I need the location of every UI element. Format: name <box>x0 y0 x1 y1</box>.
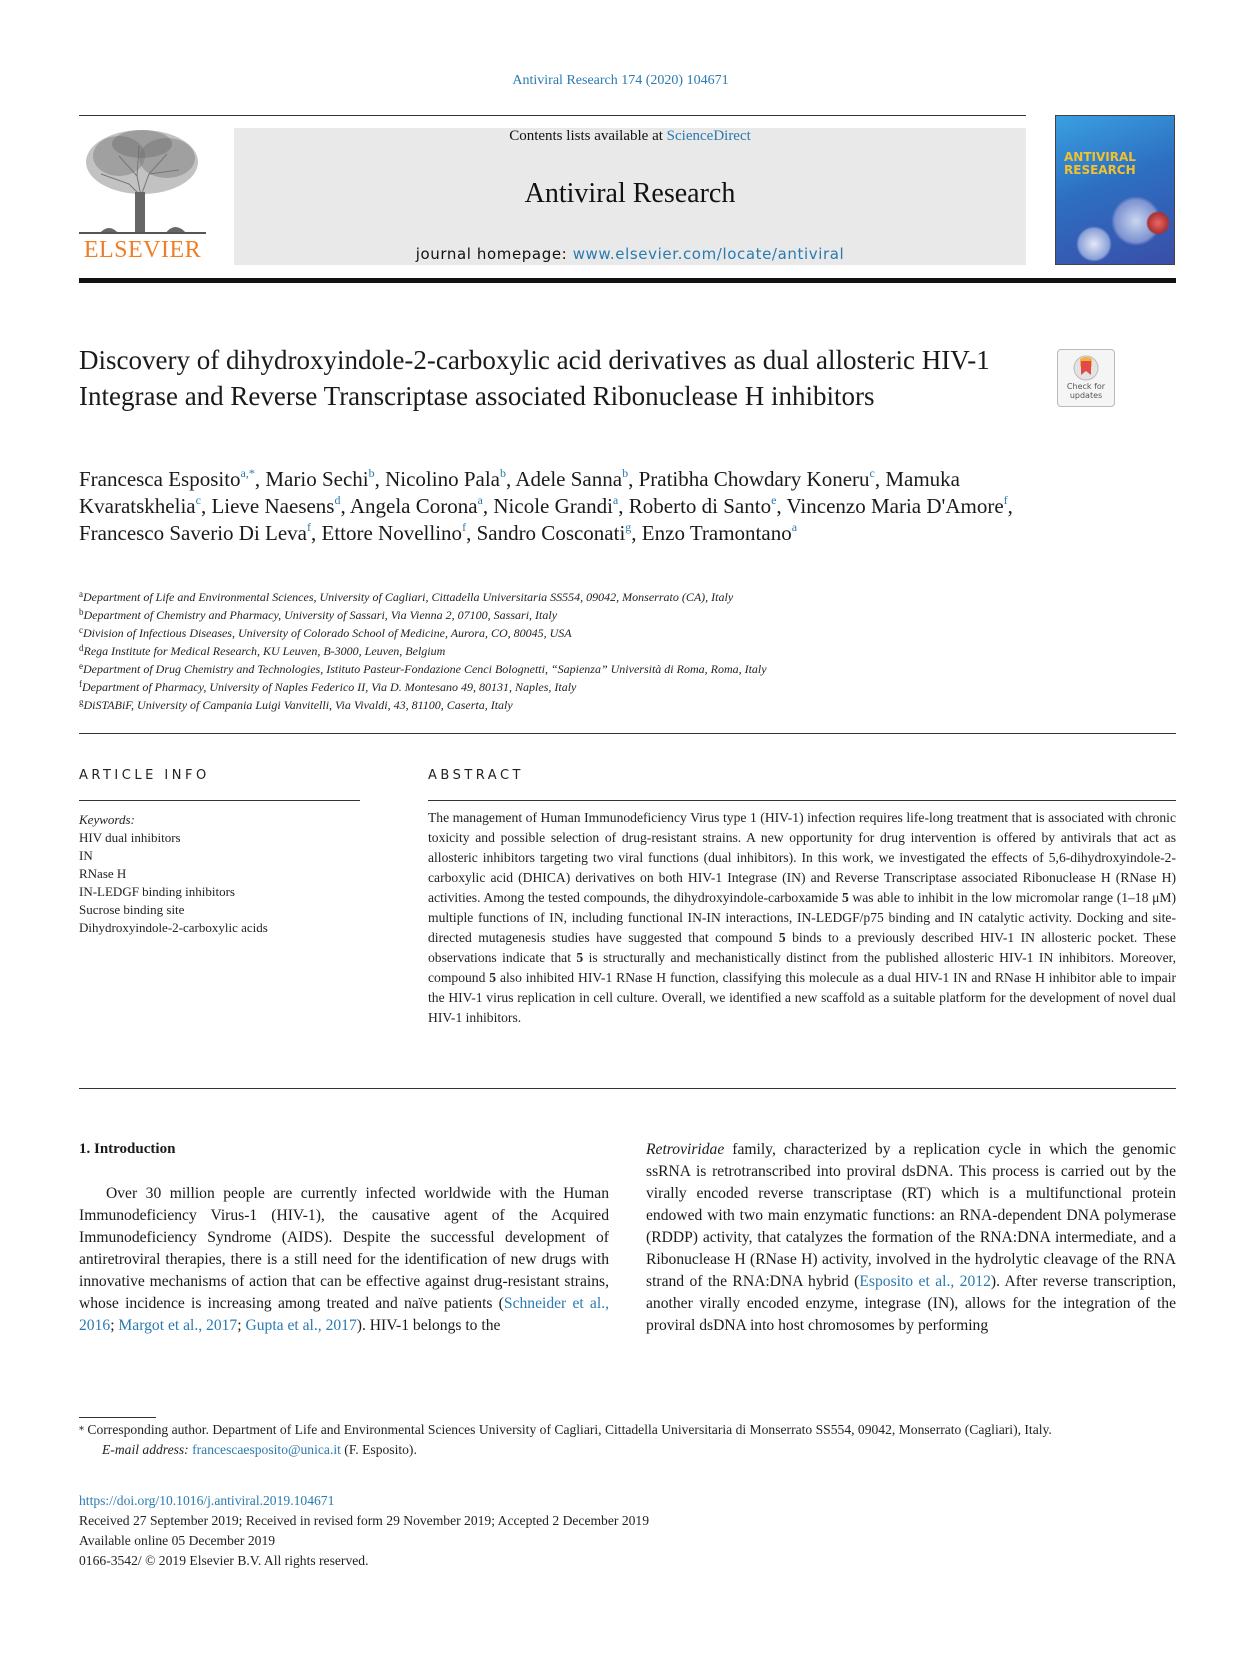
taxon-name: Retroviridae <box>646 1141 725 1158</box>
contents-line <box>234 128 1026 145</box>
author-name: Francesco Saverio Di Leva <box>79 521 307 545</box>
journal-citation[interactable]: Antiviral Research 174 (2020) 104671 <box>512 73 729 88</box>
affiliation-item <box>79 624 1079 642</box>
abstract-segment: is structurally and mechanistically distinct from the published allosteric HIV-1 IN inhibitors. Moreover, compound <box>428 950 1176 985</box>
author-affiliation-mark[interactable]: b <box>500 466 507 480</box>
author-separator: , <box>1007 494 1013 518</box>
author-separator: , <box>506 467 516 491</box>
elsevier-logo[interactable] <box>79 126 206 264</box>
citation-link[interactable]: Gupta et al., 2017 <box>245 1317 357 1334</box>
journal-masthead <box>234 128 1026 265</box>
compound-number: 5 <box>489 970 497 985</box>
affiliation-text: DiSTABiF, University of Campania Luigi Vanvitelli, Via Vivaldi, 43, 81100, Caserta, Italy <box>83 698 513 712</box>
author-name: Lieve Naesens <box>211 494 335 518</box>
received-dates: Received 27 September 2019; Received in revised form 29 November 2019; Accepted 2 December 2019 <box>79 1513 650 1528</box>
affiliation-text: Rega Institute for Medical Research, KU Leuven, B-3000, Leuven, Belgium <box>83 644 446 658</box>
affiliation-text: Department of Chemistry and Pharmacy, University of Sassari, Via Vienna 2, 07100, Sassari, Italy <box>83 608 558 622</box>
doi-link[interactable]: https://doi.org/10.1016/j.antiviral.2019.104671 <box>79 1493 335 1508</box>
section-rule <box>79 1088 1176 1089</box>
body-text: ). HIV-1 belongs to the <box>356 1317 501 1334</box>
affiliation-key: f <box>79 679 82 689</box>
author-affiliation-mark[interactable]: a, <box>240 466 249 480</box>
affiliation-item <box>79 678 1079 696</box>
journal-cover[interactable] <box>1055 115 1175 265</box>
affiliation-key: b <box>79 607 84 617</box>
author-affiliation-mark[interactable]: f <box>307 520 311 534</box>
affiliation-key: g <box>79 697 84 707</box>
author-separator: , <box>628 467 639 491</box>
affiliation-item <box>79 588 1079 606</box>
section-rule <box>79 733 1176 734</box>
footnote-text: Corresponding author. Department of Life and Environmental Sciences University of Cagliari, Cittadella Universitaria di Monserrato SS554, 09042, Monserrato (Cagliari), Italy. <box>84 1422 1052 1437</box>
author-separator: , <box>776 494 787 518</box>
abstract-segment: was able to inhibit in the low micromolar range (1–18 μM) multiple functions of IN, including functional IN-IN interactions, IN-LEDGF/p75 binding and IN catalytic activity. Docking and site-directed mutagenesis studies have suggested that compound <box>428 890 1176 945</box>
affiliation-item <box>79 606 1079 624</box>
article-meta <box>79 1491 1176 1571</box>
affiliation-text: Department of Drug Chemistry and Technologies, Istituto Pasteur-Fondazione Cenci Bolognetti, “Sapienza” Università di Roma, Roma, Italy <box>83 662 767 676</box>
affiliation-text: Department of Pharmacy, University of Naples Federico II, Via D. Montesano 49, 80131, Naples, Italy <box>82 680 577 694</box>
introduction-column-right <box>646 1139 1176 1337</box>
author-separator: , <box>618 494 629 518</box>
body-text: family, characterized by a replication cycle in which the genomic ssRNA is retrotranscribed into proviral dsDNA. This process is carried out by the virally encoded reverse transcriptase (RT) which is a multifunctional protein endowed with two main enzymatic functions: an RNA-dependent DNA polymerase (RDDP) activity, that catalyzes the formation of the RNA:DNA intermediate, and a Ribonuclease H (RNase H) activity, involved in the hydrolytic cleavage of the RNA strand of the RNA:DNA hybrid ( <box>646 1141 1176 1290</box>
email-suffix: (F. Esposito). <box>340 1442 417 1457</box>
author-separator: , <box>874 467 886 491</box>
author-name: Ettore Novellino <box>321 521 463 545</box>
corresponding-author-footnote <box>79 1418 1176 1460</box>
author-name: Mamuka Kvaratskhelia <box>79 467 961 518</box>
body-text: Over 30 million people are currently infected worldwide with the Human Immunodeficiency Virus-1 (HIV-1), the causative agent of the Acquired Immunodeficiency Syndrome (AIDS). Despite the successful development of antiretroviral therapies, there is a still need for the identification of new drugs with innovative mechanisms of action that can be effective against drug-resistant strains, whose incidence is increasing among treated and naïve patients ( <box>79 1185 609 1312</box>
cover-title-line1: ANTIVIRAL <box>1064 150 1136 164</box>
author-affiliation-mark[interactable]: a <box>612 493 619 507</box>
publisher-wordmark: ELSEVIER <box>83 237 202 263</box>
email-line <box>79 1440 1176 1460</box>
author-name: Nicolino Pala <box>385 467 501 491</box>
keyword-item: IN-LEDGF binding inhibitors <box>79 884 235 899</box>
journal-name: Antiviral Research <box>524 178 736 209</box>
affiliation-list <box>79 588 1079 714</box>
bookmark-icon <box>1073 355 1099 381</box>
body-text: ; <box>237 1317 246 1334</box>
copyright: 0166-3542/ © 2019 Elsevier B.V. All rights reserved. <box>79 1553 369 1568</box>
abstract-heading: ABSTRACT <box>428 768 524 783</box>
cover-title-line2: RESEARCH <box>1064 163 1136 177</box>
author-separator: , <box>311 521 322 545</box>
author-affiliation-mark[interactable]: d <box>334 493 341 507</box>
sciencedirect-link[interactable]: ScienceDirect <box>666 128 751 144</box>
compound-number: 5 <box>778 930 786 945</box>
affiliation-item <box>79 696 1079 714</box>
keywords-label: Keywords: <box>79 812 135 827</box>
article-info-heading: ARTICLE INFO <box>79 768 210 783</box>
abstract-text <box>428 808 1176 1028</box>
compound-number: 5 <box>576 950 584 965</box>
author-affiliation-mark[interactable]: b <box>622 466 629 480</box>
journal-homepage <box>234 245 1026 263</box>
affiliation-key: d <box>79 643 84 653</box>
author-affiliation-mark[interactable]: f <box>462 520 467 534</box>
elsevier-tree-icon <box>79 126 206 234</box>
keyword-item: HIV dual inhibitors <box>79 830 181 845</box>
author-affiliation-mark[interactable]: b <box>368 466 375 480</box>
keyword-item: RNase H <box>79 866 127 881</box>
email-label: E-mail address: <box>102 1442 193 1457</box>
cover-virus-graphic <box>1146 211 1170 235</box>
keywords-list <box>79 829 360 937</box>
author-name: Vincenzo Maria D'Amore <box>786 494 1004 518</box>
author-name: Angela Corona <box>349 494 478 518</box>
author-affiliation-mark[interactable]: a <box>477 493 483 507</box>
keyword-item: IN <box>79 848 93 863</box>
author-affiliation-mark[interactable]: e <box>771 493 777 507</box>
cover-title <box>1064 151 1136 177</box>
author-name: Enzo Tramontano <box>641 521 792 545</box>
author-name: Nicole Grandi <box>493 494 613 518</box>
contents-prefix: Contents lists available at <box>509 128 667 144</box>
author-affiliation-mark[interactable]: a <box>791 520 798 534</box>
author-separator: , <box>254 467 266 491</box>
homepage-link[interactable]: www.elsevier.com/locate/antiviral <box>572 245 845 263</box>
affiliation-text: Department of Life and Environmental Sciences, University of Cagliari, Cittadella Universitaria SS554, 09042, Monserrato (CA), Italy <box>83 590 734 604</box>
author-name: Roberto di Santo <box>628 494 772 518</box>
author-list <box>79 466 1079 547</box>
masthead-rule <box>79 278 1176 283</box>
author-separator: , <box>374 467 386 491</box>
abstract-segment: also inhibited HIV-1 RNase H function, classifying this molecule as a dual HIV-1 IN and RNase H inhibitor able to impair the HIV-1 virus replication in cell culture. Overall, we identified a new scaffold as a suitable platform for the development of novel dual HIV-1 inhibitors. <box>428 970 1176 1025</box>
check-for-updates-badge[interactable] <box>1057 349 1115 407</box>
keywords-block <box>79 811 360 937</box>
author-name: Francesca Esposito <box>79 467 241 491</box>
article-title: Discovery of dihydroxyindole-2-carboxylic acid derivatives as dual allosteric HIV-1 Integrase and Reverse Transcriptase associated Ribonuclease H inhibitors <box>79 345 990 411</box>
compound-number: 5 <box>841 890 849 905</box>
keyword-item: Dihydroxyindole-2-carboxylic acids <box>79 920 268 935</box>
body-text: ). After reverse transcription, another virally encoded enzyme, integrase (IN), allows for the integration of the proviral dsDNA into host chromosomes by performing <box>646 1273 1177 1334</box>
corresponding-author-mark[interactable]: * <box>248 466 255 480</box>
citation-link[interactable]: Esposito et al., 2012 <box>859 1273 991 1290</box>
affiliation-key: e <box>79 661 83 671</box>
affiliation-key: c <box>79 625 83 635</box>
author-name: Pratibha Chowdary Koneru <box>638 467 870 491</box>
footnote-star: ⁎ <box>79 1422 84 1433</box>
author-name: Adele Sanna <box>515 467 623 491</box>
homepage-prefix: journal homepage: <box>415 245 573 263</box>
author-separator: , <box>482 494 494 518</box>
author-separator: , <box>340 494 350 518</box>
available-online: Available online 05 December 2019 <box>79 1533 276 1548</box>
author-separator: , <box>200 494 212 518</box>
citation-link[interactable]: Schneider et al., 2016 <box>79 1295 609 1334</box>
author-separator: , <box>631 521 642 545</box>
author-name: Sandro Cosconati <box>476 521 626 545</box>
author-separator: , <box>466 521 477 545</box>
keyword-item: Sucrose binding site <box>79 902 185 917</box>
header-rule <box>79 115 1026 116</box>
introduction-heading: 1. Introduction <box>79 1141 176 1157</box>
email-link[interactable]: francescaesposito@unica.it <box>192 1442 341 1457</box>
article-info-rule <box>79 800 360 801</box>
updates-line1: Check for <box>1066 382 1106 391</box>
author-name: Mario Sechi <box>265 467 369 491</box>
affiliation-key: a <box>79 589 83 599</box>
author-affiliation-mark[interactable]: g <box>625 520 632 534</box>
affiliation-item <box>79 660 1079 678</box>
introduction-column-left <box>79 1183 609 1337</box>
abstract-rule <box>428 800 1176 801</box>
abstract-segment: binds to a previously described HIV-1 IN allosteric pocket. These observations indicate that <box>428 930 1176 965</box>
cover-virus-graphic <box>1076 226 1112 262</box>
affiliation-text: Division of Infectious Diseases, University of Colorado School of Medicine, Aurora, CO, 80045, USA <box>83 626 572 640</box>
author-affiliation-mark[interactable]: c <box>869 466 875 480</box>
author-affiliation-mark[interactable]: f <box>1003 493 1008 507</box>
abstract-segment: The management of Human Immunodeficiency Virus type 1 (HIV-1) infection requires life-long treatment that is associated with chronic toxicity and possible selection of drug-resistant strains. A new opportunity for drug intervention is offered by antivirals that act as allosteric inhibitors targeting two viral functions (dual inhibitors). In this work, we investigated the effects of 5,6-dihydroxyindole-2-carboxylic acid (DHICA) derivatives on both HIV-1 Integrase (IN) and Reverse Transcriptase associated Ribonuclease H (RNase H) activities. Among the tested compounds, the dihydroxyindole-carboxamide <box>428 810 1176 905</box>
citation-link[interactable]: Margot et al., 2017 <box>118 1317 238 1334</box>
affiliation-item <box>79 642 1079 660</box>
author-affiliation-mark[interactable]: c <box>195 493 201 507</box>
check-for-updates-label <box>1058 382 1114 400</box>
body-text: ; <box>110 1317 119 1334</box>
updates-line2: updates <box>1069 391 1103 400</box>
